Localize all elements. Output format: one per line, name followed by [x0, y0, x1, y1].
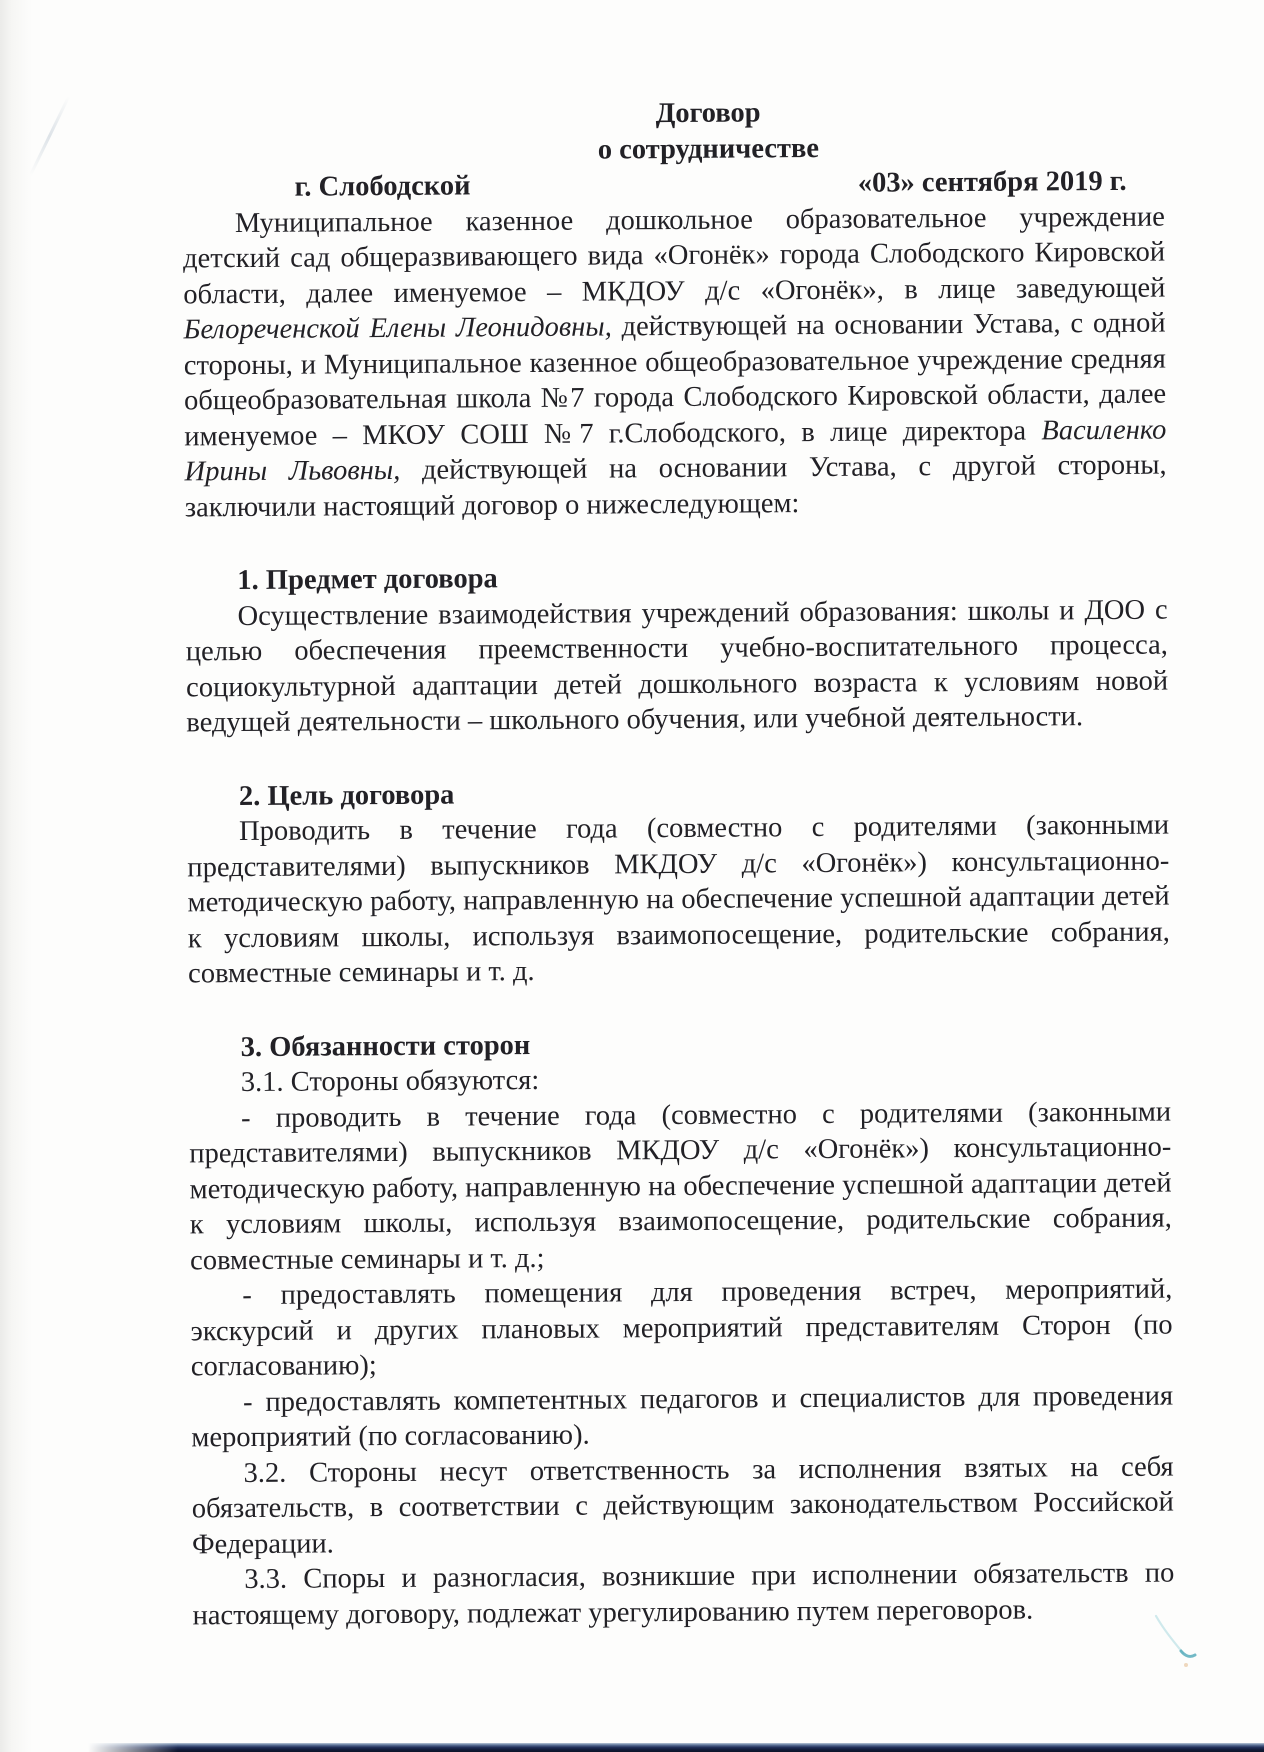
section-1-paragraph: Осуществление взаимодействия учреждений образования: школы и ДОО с целью обеспечения преемственности учебно-воспитательного процесса, социокультурной адаптации детей дошкольного возраста к условиям новой ведущей деятельности – школьного обучения, или учебной деятельности.: [185, 594, 1169, 739]
clause-3-1-item-2: - предоставлять помещения для проведения встреч, мероприятий, экскурсий и других плановых мероприятий представителям Сторон (по согласованию);: [190, 1273, 1173, 1383]
preamble-text-2: действующей на основании Устава, с одной стороны, и Муниципальное казенное общеобразовательное учреждение средняя общеобразовательная школа №7 города Слободского Кировской области, далее именуемое – МКОУ СОШ №7 г.Слободского, в лице директора: [183, 307, 1167, 452]
preamble-text-1: Муниципальное казенное дошкольное образовательное учреждение детский сад общеразвивающего вида «Огонёк» города Слободского Кировской области, далее именуемое – МКДОУ д/с «Огонёк», в лице заведующей: [183, 201, 1166, 310]
preamble-text-3: действующей на основании Устава, с другой стороны, заключили настоящий договор о нижеследующем:: [184, 449, 1167, 523]
document-date: «03» сентября 2019 г.: [857, 165, 1127, 199]
clause-3-1-item-3: - предоставлять компетентных педагогов и специалистов для проведения мероприятий (по согласованию).: [191, 1380, 1174, 1454]
section-2-heading: 2. Цель договора: [238, 779, 455, 812]
section-1-heading: 1. Предмет договора: [237, 563, 498, 597]
title-line-1: Договор: [655, 97, 761, 130]
pen-stroke-dark: [1181, 1651, 1195, 1656]
pen-stroke-light: [1156, 1616, 1183, 1653]
title-line-2: о сотрудничестве: [597, 132, 820, 166]
pen-speck: [1184, 1663, 1188, 1667]
scan-edge-artifact: [88, 1743, 1264, 1752]
preamble-director-name-2: Василенко Ирины Львовны,: [184, 414, 1167, 488]
pen-mark-artifact: [1150, 1612, 1210, 1678]
preamble-paragraph: [183, 199, 1167, 525]
clause-3-3: 3.3. Споры и разногласия, возникшие при исполнении обязательств по настоящему договору, подлежат урегулированию путем переговоров.: [192, 1557, 1175, 1631]
scan-crease-artifact: [29, 96, 70, 176]
contract-document: [182, 93, 1175, 1634]
document-place: г. Слободской: [294, 170, 471, 203]
preamble-director-name-1: Белореченской Елены Леонидовны,: [183, 311, 612, 346]
place-and-date-row: [183, 164, 1165, 206]
clause-3-1: 3.1. Стороны обязуются:: [240, 1064, 540, 1099]
clause-3-1-item-1: - проводить в течение года (совместно с родителями (законными представителями) выпускников МКДОУ д/с «Огонёк») консультационно-методическую работу, направленную на обеспечение успешной адаптации детей к условиям школы, используя взаимопосещение, родительские собрания, совместные семинары и т. д.;: [189, 1096, 1172, 1276]
document-title: [217, 92, 1199, 170]
section-2-paragraph: Проводить в течение года (совместно с родителями (законными представителями) выпускников МКДОУ д/с «Огонёк») консультационно-методическую работу, направленную на обеспечение успешной адаптации детей к условиям школы, используя взаимопосещение, родительские собрания, совместные семинары и т. д.: [187, 809, 1170, 990]
clause-3-2: 3.2. Стороны несут ответственность за исполнения взятых на себя обязательств, в соответствии с действующим законодательством Российской Федерации.: [191, 1451, 1174, 1560]
section-3-heading: 3. Обязанности сторон: [240, 1029, 531, 1063]
